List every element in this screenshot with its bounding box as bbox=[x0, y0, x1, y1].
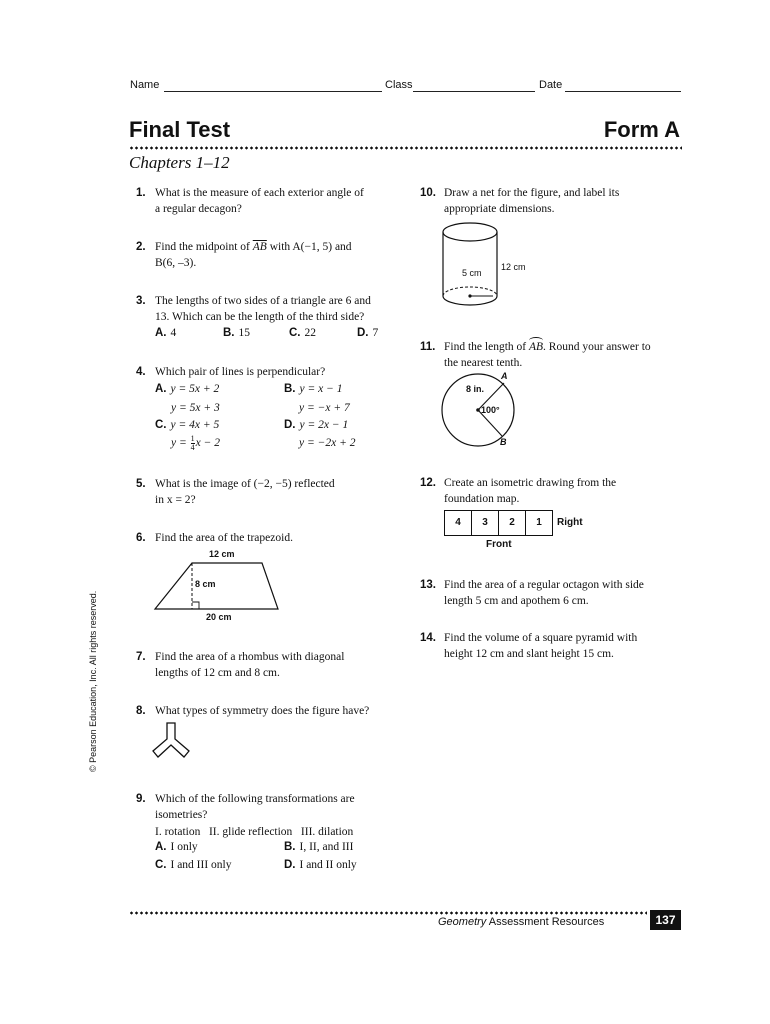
choice-c[interactable]: C. 22 bbox=[289, 327, 316, 339]
question-text: in x = 2? bbox=[155, 493, 196, 506]
header-name-label: Name bbox=[130, 79, 160, 91]
question-number: 2. bbox=[136, 241, 146, 253]
question-7 bbox=[136, 650, 406, 681]
question-number: 6. bbox=[136, 532, 146, 544]
foundation-front-label: Front bbox=[486, 539, 512, 550]
question-text: 13. Which can be the length of the third side? bbox=[155, 310, 365, 323]
question-number: 7. bbox=[136, 651, 146, 663]
trapezoid-top-label: 12 cm bbox=[209, 549, 235, 559]
page-title: Final Test bbox=[129, 117, 231, 142]
header-date-label: Date bbox=[539, 79, 563, 91]
question-number: 8. bbox=[136, 705, 146, 717]
question-text: What types of symmetry does the figure have? bbox=[155, 705, 370, 717]
choice-c-line2: y = $\frac{1}{4}$ x − 2 bbox=[171, 434, 220, 452]
question-number: 9. bbox=[136, 793, 146, 805]
question-text: I. rotation II. glide reflection III. dilation bbox=[155, 826, 354, 838]
choice-a[interactable]: A. y = 5x + 2 bbox=[155, 383, 220, 395]
question-5 bbox=[136, 477, 406, 508]
name-blank[interactable] bbox=[164, 91, 382, 92]
choice-b[interactable]: B. y = x − 1 bbox=[284, 383, 343, 395]
choice-c[interactable]: C. y = 4x + 5 bbox=[155, 419, 220, 431]
question-number: 3. bbox=[136, 295, 146, 307]
foundation-cell: 4 bbox=[445, 511, 472, 535]
point-b-label: B bbox=[500, 437, 507, 447]
choice-c[interactable]: C. I and III only bbox=[155, 859, 232, 871]
question-text: isometries? bbox=[155, 808, 208, 821]
choice-b[interactable]: B. 15 bbox=[223, 327, 250, 339]
question-11 bbox=[420, 340, 700, 371]
question-8 bbox=[136, 704, 406, 720]
choice-a-line2: y = 5x + 3 bbox=[171, 402, 220, 414]
date-blank[interactable] bbox=[565, 91, 681, 92]
question-text: Create an isometric drawing from the bbox=[444, 477, 617, 489]
question-text: Find the area of a regular octagon with side bbox=[444, 579, 644, 591]
question-text: appropriate dimensions. bbox=[444, 202, 555, 215]
question-text: lengths of 12 cm and 8 cm. bbox=[155, 666, 280, 679]
foundation-cell: 2 bbox=[499, 511, 526, 535]
fraction-denominator: 4 bbox=[190, 443, 195, 452]
page-number: 137 bbox=[650, 910, 681, 930]
question-text: foundation map. bbox=[444, 492, 520, 505]
question-text: a regular decagon? bbox=[155, 202, 242, 215]
choice-d[interactable]: D. y = 2x − 1 bbox=[284, 419, 349, 431]
choice-a[interactable]: A. 4 bbox=[155, 327, 177, 339]
question-text: Which pair of lines is perpendicular? bbox=[155, 366, 326, 378]
question-text: the nearest tenth. bbox=[444, 356, 523, 369]
circle-radius-label: 8 in. bbox=[466, 384, 485, 394]
question-number: 4. bbox=[136, 366, 146, 378]
question-number: 5. bbox=[136, 478, 146, 490]
question-4 bbox=[136, 365, 406, 381]
foundation-cell: 3 bbox=[472, 511, 499, 535]
question-text: . Round your answer to bbox=[543, 341, 651, 353]
cylinder-height-label: 12 cm bbox=[501, 262, 526, 272]
foundation-map bbox=[444, 510, 553, 536]
page-subtitle: Chapters 1–12 bbox=[129, 153, 230, 172]
question-text: Find the area of a rhombus with diagonal bbox=[155, 651, 345, 663]
tri-arm-figure bbox=[150, 722, 196, 764]
choice-b[interactable]: B. I, II, and III bbox=[284, 841, 354, 853]
circle-arc-figure bbox=[440, 368, 520, 450]
trapezoid-height-label: 8 cm bbox=[195, 579, 216, 589]
circle-angle-label: 100° bbox=[481, 405, 500, 415]
point-a-label: A bbox=[501, 371, 508, 381]
choice-b-line2: y = −x + 7 bbox=[299, 402, 350, 414]
question-6 bbox=[136, 531, 406, 547]
question-9 bbox=[136, 792, 406, 841]
choice-d-line2: y = −2x + 2 bbox=[299, 437, 356, 449]
question-2 bbox=[136, 240, 406, 271]
choice-a[interactable]: A. I only bbox=[155, 841, 198, 853]
question-text: Which of the following transformations are bbox=[155, 793, 355, 805]
question-text: height 12 cm and slant height 15 cm. bbox=[444, 647, 614, 660]
segment-ab: $\overline{AB}$ bbox=[252, 241, 267, 253]
question-10 bbox=[420, 186, 690, 217]
question-number: 11. bbox=[420, 341, 436, 353]
question-text: The lengths of two sides of a triangle are 6 and bbox=[155, 295, 371, 307]
question-text: What is the image of (−2, −5) reflected bbox=[155, 478, 335, 490]
foundation-right-label: Right bbox=[557, 517, 583, 528]
question-text: Find the area of the trapezoid. bbox=[155, 532, 293, 544]
question-text: Find the midpoint of bbox=[155, 241, 253, 253]
cylinder-figure bbox=[440, 220, 502, 312]
header-class-label: Class bbox=[385, 79, 413, 91]
question-14 bbox=[420, 631, 700, 662]
foundation-cell: 1 bbox=[536, 517, 542, 528]
trapezoid-figure bbox=[150, 558, 310, 614]
choice-d[interactable]: D. 7 bbox=[357, 327, 379, 339]
question-number: 1. bbox=[136, 187, 146, 199]
footer-dotted-rule bbox=[129, 911, 647, 915]
question-text: Find the length of bbox=[444, 341, 529, 353]
footer-book-title: Geometry Assessment Resources bbox=[438, 916, 605, 928]
question-12 bbox=[420, 476, 690, 507]
question-text: Draw a net for the figure, and label its bbox=[444, 187, 620, 199]
question-text: length 5 cm and apothem 6 cm. bbox=[444, 594, 589, 607]
arc-ab: AB bbox=[529, 341, 543, 353]
question-number: 13. bbox=[420, 579, 436, 591]
copyright-notice: © Pearson Education, Inc. All rights reserved. bbox=[88, 590, 98, 772]
question-text: What is the measure of each exterior angle of bbox=[155, 187, 364, 199]
question-text: with A(−1, 5) and bbox=[266, 241, 352, 253]
question-1 bbox=[136, 186, 406, 217]
question-13 bbox=[420, 578, 700, 609]
question-text: B(6, –3). bbox=[155, 256, 197, 269]
question-number: 14. bbox=[420, 632, 436, 644]
trapezoid-base-label: 20 cm bbox=[206, 612, 232, 622]
class-blank[interactable] bbox=[413, 91, 535, 92]
question-number: 12. bbox=[420, 477, 436, 489]
question-3 bbox=[136, 294, 406, 325]
question-text: Find the volume of a square pyramid with bbox=[444, 632, 638, 644]
form-label: Form A bbox=[603, 117, 680, 142]
cylinder-radius-label: 5 cm bbox=[462, 268, 482, 278]
title-dotted-rule bbox=[129, 146, 682, 150]
fraction-numerator: 1 bbox=[190, 434, 195, 443]
choice-d[interactable]: D. I and II only bbox=[284, 859, 357, 871]
question-number: 10. bbox=[420, 187, 436, 199]
